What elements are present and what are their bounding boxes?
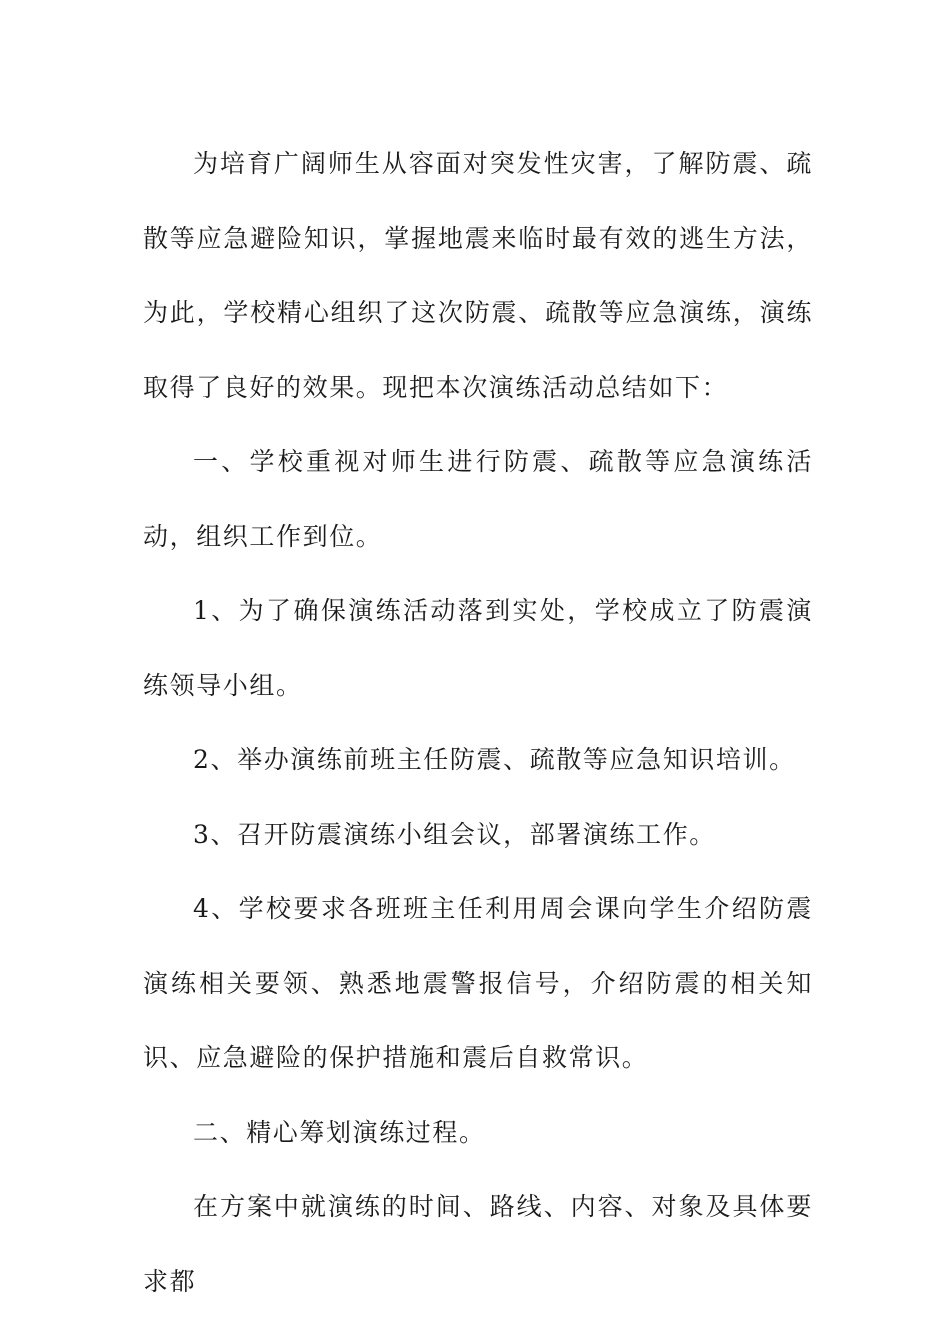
- paragraph-item-2: 2、举办演练前班主任防震、疏散等应急知识培训。: [193, 745, 796, 774]
- paragraph-item-4: 4、学校要求各班班主任利用周会课向学生介绍防震演练相关要领、熟悉地震警报信号，介绍防震的相关知识、应急避险的保护措施和震后自救常识。: [143, 894, 813, 1072]
- paragraph-section-one-heading: 一、学校重视对师生进行防震、疏散等应急演练活动，组织工作到位。: [143, 447, 813, 551]
- document-body: [143, 127, 813, 1319]
- paragraph-item-1: 1、为了确保演练活动落到实处，学校成立了防震演练领导小组。: [143, 596, 813, 700]
- paragraph-section-two-heading: 二、精心筹划演练过程。: [193, 1117, 486, 1147]
- paragraph-intro: 为培育广阔师生从容面对突发性灾害，了解防震、疏散等应急避险知识，掌握地震来临时最有效的逃生方法，为此，学校精心组织了这次防震、疏散等应急演练，演练取得了良好的效果。现把本次演练活动总结如下：: [143, 149, 813, 402]
- paragraph-plan: 在方案中就演练的时间、路线、内容、对象及具体要求都: [143, 1192, 813, 1296]
- paragraph-item-3: 3、召开防震演练小组会议，部署演练工作。: [193, 819, 716, 849]
